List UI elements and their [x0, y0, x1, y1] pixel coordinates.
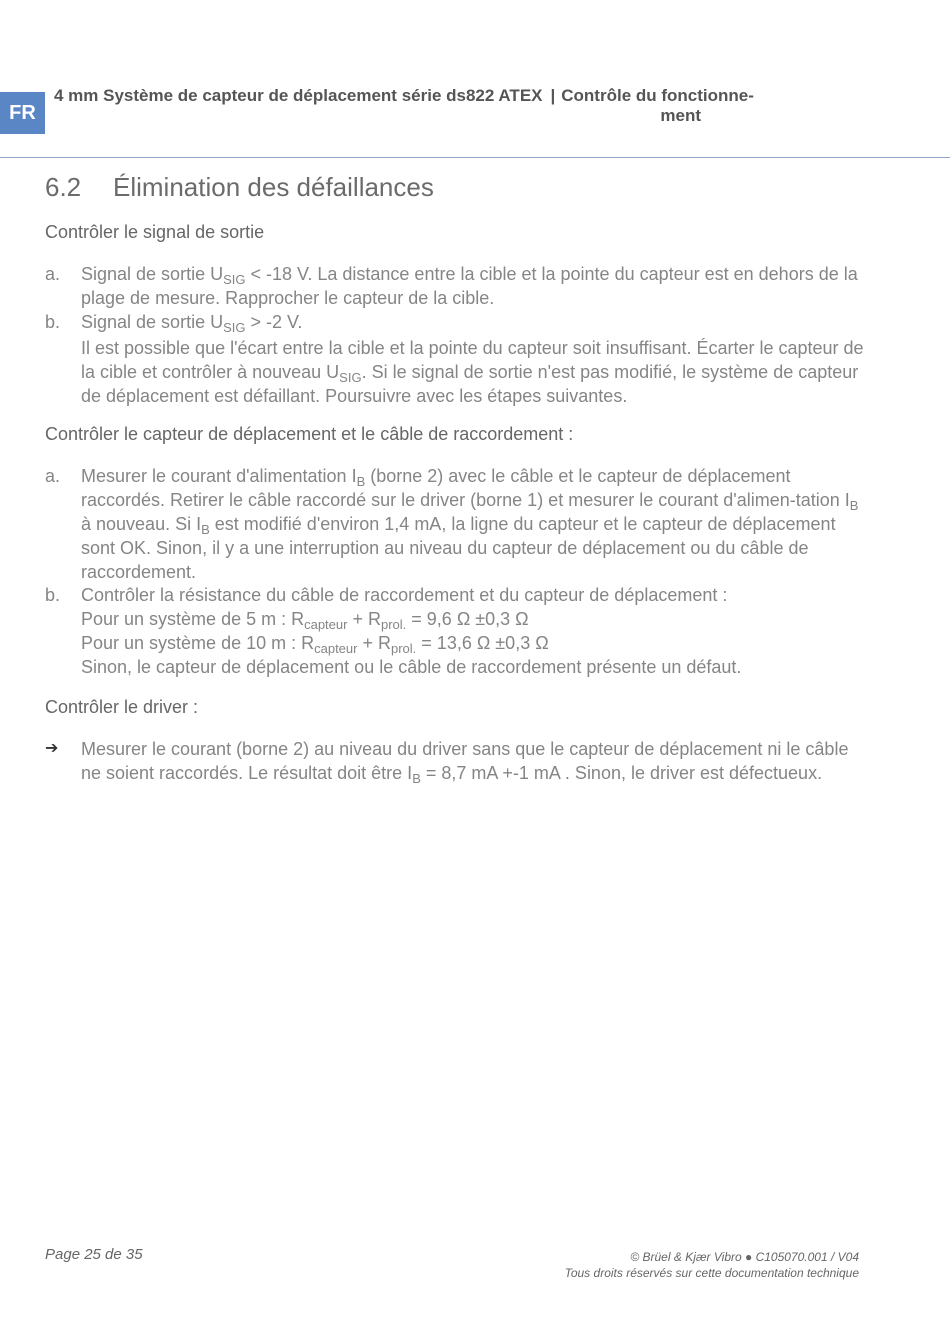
header-divider	[0, 157, 950, 158]
list-item-text: Mesurer le courant d'alimentation $I_B$ (borne 2) avec le câble et le capteur de déplacement raccordés. Retirer le câble raccordé sur le driver (borne 1) et mesurer le courant d'alimen-tation $I_B$ à nouveau. Si $I_B$ est modifié d'environ 1,4 mA, la ligne du capteur et le capteur de déplacement sont OK. Sinon, il y a une interruption au niveau du capteur de déplacement ou du câble de raccordement.	[81, 466, 859, 582]
list-item	[45, 583, 865, 679]
list-item	[45, 310, 865, 408]
list-marker: a.	[45, 264, 61, 284]
list-item	[45, 737, 865, 785]
subheading-output-signal: Contrôler le signal de sortie	[45, 222, 265, 242]
list-marker: a.	[45, 466, 61, 486]
section-heading	[45, 172, 434, 203]
list-marker: b.	[45, 312, 61, 332]
chapter-title: Contrôle du fonctionne-	[561, 86, 754, 105]
section-title: Élimination des défaillances	[113, 172, 434, 202]
list-item	[45, 464, 865, 584]
copyright-line: © Brüel & Kjær Vibro ● C105070.001 / V04	[630, 1250, 859, 1264]
list-item-text: Contrôler la résistance du câble de raccordement et du capteur de déplacement : Pour un système de 5 m : $R_{capteur} + R_{prol.} = 9,6$ Ω ±0,3 Ω Pour un système de 10 m : $R_{capteur} + R_{prol.} = 13,6$ Ω ±0,3 Ω Sinon, le capteur de déplacement ou le câble de raccordement présente un défaut.	[81, 585, 742, 677]
chapter-title-continuation: ment	[660, 106, 701, 125]
running-header	[54, 86, 844, 126]
subheading-driver: Contrôler le driver :	[45, 697, 199, 717]
language-label: FR	[9, 101, 36, 124]
list-marker: b.	[45, 585, 61, 605]
list-item-text: Signal de sortie $U_{SIG} < -18$ V. La distance entre la cible et la pointe du capteur est en dehors de la plage de mesure. Rapprocher le capteur de la cible.	[81, 264, 858, 308]
footer-copyright	[565, 1249, 859, 1281]
page-number: Page 25 de 35	[45, 1246, 143, 1263]
subheading-sensor-cable: Contrôler le capteur de déplacement et le câble de raccordement :	[45, 424, 574, 444]
list-item-text: Mesurer le courant (borne 2) au niveau du driver sans que le capteur de déplacement ni le câble ne soient raccordés. Le résultat doit être $I_B = 8,7$ mA +-1 mA . Sinon, le driver est défectueux.	[81, 739, 849, 786]
document-title: 4 mm Système de capteur de déplacement série ds822 ATEX	[54, 86, 543, 105]
list-item-text: Signal de sortie $U_{SIG} > -2$ V. Il est possible que l'écart entre la cible et la pointe du capteur soit insuffisant. Écarter le capteur de la cible et contrôler à nouveau $U_{SIG}$. Si le signal de sortie n'est pas modifié, le système de capteur de déplacement est défaillant. Poursuivre avec les étapes suivantes.	[81, 312, 864, 406]
list-item	[45, 262, 865, 310]
language-tab	[0, 92, 45, 134]
rights-line: Tous droits réservés sur cette documentation technique	[564, 1266, 859, 1280]
section-number: 6.2	[45, 172, 82, 202]
arrow-right-icon: ➔	[45, 740, 59, 757]
header-separator: |	[550, 86, 556, 105]
